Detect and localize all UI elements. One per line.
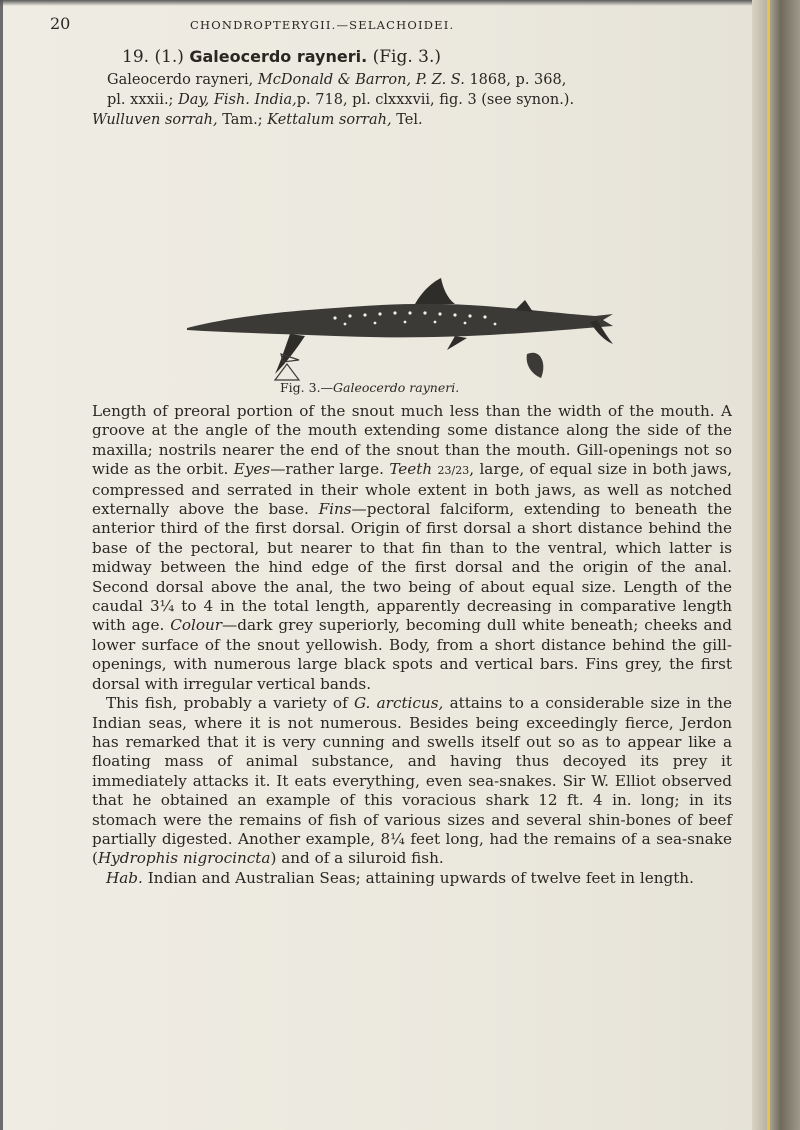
species-description (92, 402, 732, 888)
ventral-fin (447, 336, 467, 350)
species-name: Galeocerdo rayneri. (189, 47, 368, 66)
vernacular-names: Wulluven sorrah, Tam.; Kettalum sorrah, Tel. (92, 112, 423, 128)
book-spine (752, 0, 800, 1130)
description-paragraph: This fish, probably a variety of G. arcticus, attains to a considerable size in the Indian seas, where it is not numerous. Besides being exceedingly fierce, Jerdon has remarked that it is very cunning and swells itself out so as to appear like a floating mass of animal substance, and having thus decoyed its prey it immediately attacks it. It eats everything, even sea-snakes. Sir W. Elliot observed that he obtained an example of this voracious shark 12 ft. 4 in. long; in its stomach were the remains of fish of various sizes and several shin-bones of beef partially digested. Another example, 8¼ feet long, had the remains of a sea-snake (Hydrophis nigrocincta) and of a siluroid fish. (92, 694, 733, 868)
figure-caption: Fig. 3.—Galeocerdo rayneri. (280, 380, 460, 395)
first-dorsal-fin (415, 278, 455, 304)
shark-body (187, 304, 613, 337)
species-number: 19. (122, 47, 150, 67)
page-left-edge (0, 0, 3, 1130)
shark-illustration (185, 278, 615, 388)
synonymy-line: pl. xxxii.; Day, Fish. India,p. 718, pl. clxxxvii, fig. 3 (see synon.). (107, 92, 575, 108)
synonymy-block (92, 70, 732, 130)
page-top-shadow (0, 0, 800, 6)
synonymy-line: Galeocerdo rayneri, McDonald & Barron, P. Z. S. 1868, p. 368, (107, 72, 567, 88)
second-dorsal-fin (515, 300, 533, 312)
page-number: 20 (50, 14, 71, 33)
teeth-formula: 23/23 (437, 464, 470, 478)
genus-number: (1.) (154, 47, 184, 67)
running-head: CHONDROPTERYGII.—SELACHOIDEI. (190, 18, 455, 32)
tooth-detail (527, 353, 544, 378)
species-heading (122, 47, 441, 67)
spine-gilt-edge (767, 0, 770, 1130)
figure-reference: (Fig. 3.) (372, 47, 441, 67)
habitat-paragraph: Hab. Indian and Australian Seas; attaining upwards of twelve feet in length. (106, 868, 694, 887)
description-paragraph: Length of preoral portion of the snout much less than the width of the mouth. A groove at the angle of the mouth extending some distance along the side of the maxilla; nostrils nearer the end of the snout than the mouth. Gill-openings not so wide as the orbit. Eyes—rather large. Teeth 23/23, large, of equal size in both jaws, compressed and serrated in their whole extent in both jaws, as well as notched externally above the base. Fins—pectoral falciform, extending to beneath the anterior third of the first dorsal. Origin of first dorsal a short distance behind the base of the pectoral, but nearer to that fin than to the ventral, which latter is midway between the hind edge of the first dorsal and the origin of the anal. Second dorsal above the anal, the two being of about equal size. Length of the caudal 3¼ to 4 in the total length, apparently decreasing in comparative length with age. Colour—dark grey superiorly, becoming dull white beneath; cheeks and lower surface of the snout yellowish. Body, from a short distance behind the gill-openings, with numerous large black spots and vertical bars. Fins grey, the first dorsal with irregular vertical bands. (92, 402, 733, 693)
